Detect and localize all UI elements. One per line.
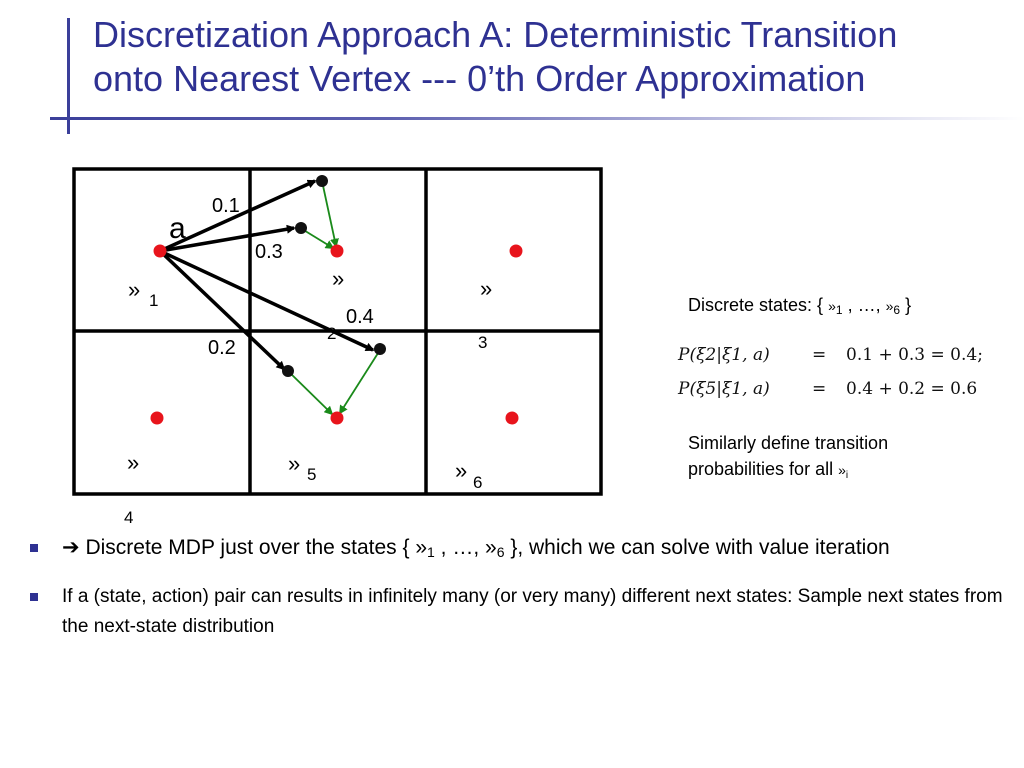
state-label-6-symbol: » — [455, 458, 468, 483]
grid — [74, 169, 601, 494]
bullet-subscript: 6 — [496, 544, 505, 560]
equation-lhs: P(ξ5|ξ1, a) — [678, 379, 770, 399]
bullet-list — [30, 532, 1020, 642]
discrete-states-symbol-first: » — [828, 298, 836, 314]
vertex-xi-5 — [331, 412, 344, 425]
equation-row — [678, 338, 1018, 372]
discrete-states-symbol-last: » — [885, 298, 894, 314]
state-label-4-symbol: » — [127, 450, 140, 475]
vertex-xi-6 — [506, 412, 519, 425]
equation-operator: = — [812, 345, 827, 365]
similarly-note — [688, 430, 888, 489]
state-label-6-index: 6 — [473, 473, 483, 492]
vertex-xi-3 — [510, 245, 523, 258]
vertex-xi-2 — [331, 245, 344, 258]
right-arrow-icon: ➔ — [62, 536, 80, 559]
transition-equations — [678, 338, 1018, 406]
bullet-text: }, which we can solve with value iteration — [504, 536, 890, 559]
bullet-subscript: 1 — [427, 544, 435, 560]
similarly-text: probabilities for all — [688, 459, 834, 479]
bullet-text: , …, » — [434, 536, 497, 559]
state-label-2-symbol: » — [332, 266, 345, 291]
discrete-states-text — [688, 292, 911, 323]
bullet-item — [30, 532, 1020, 568]
state-label-4-index: 4 — [124, 508, 134, 527]
similarly-subscript: i — [845, 470, 849, 481]
prob-label-0-4: 0.4 — [346, 306, 374, 328]
equation-rhs: 0.1 + 0.3 = 0.4; — [846, 345, 983, 365]
bullet-text: If a (state, action) pair can results in infinitely many (or very many) different next states: Sample next states from the next-state distribution — [62, 586, 1003, 637]
diagram-labels — [124, 195, 492, 527]
similarly-line-1: Similarly define transition — [688, 433, 889, 453]
discrete-states-label: Discrete states: { — [688, 295, 824, 315]
projection-arrow-3 — [340, 350, 380, 413]
state-label-3-index: 3 — [478, 333, 488, 352]
bullet-text: Discrete MDP just over the states { » — [79, 536, 428, 559]
discrete-states-index-first: 1 — [835, 303, 843, 317]
prob-label-0-3: 0.3 — [255, 241, 283, 263]
similarly-line-2 — [688, 456, 888, 489]
equation-rhs: 0.4 + 0.2 = 0.6 — [846, 379, 978, 399]
discrete-states-close: } — [905, 295, 912, 315]
vertex-xi-1 — [154, 245, 167, 258]
prob-label-0-2: 0.2 — [208, 337, 236, 359]
bullet-item — [30, 582, 1020, 642]
equation-row — [678, 372, 1018, 406]
discrete-states-separator: , …, — [847, 295, 881, 315]
prob-label-0-1: 0.1 — [212, 195, 240, 217]
sample-point-3 — [374, 343, 386, 355]
projection-arrows — [288, 181, 380, 414]
sample-point-1 — [316, 175, 328, 187]
state-label-5-index: 5 — [307, 465, 317, 484]
state-label-1-index: 1 — [149, 291, 159, 310]
state-label-5-symbol: » — [288, 451, 301, 476]
title-line-2: onto Nearest Vertex --- 0’th Order Approximation — [93, 58, 866, 99]
title-line-1: Discretization Approach A: Deterministic Transition — [93, 14, 898, 55]
projection-arrow-4 — [288, 371, 332, 414]
state-label-2-index: 2 — [327, 324, 337, 343]
vertex-xi-4 — [151, 412, 164, 425]
sample-point-2 — [295, 222, 307, 234]
action-label: a — [169, 212, 186, 245]
state-label-3-symbol: » — [480, 276, 493, 301]
projection-arrow-2 — [302, 229, 333, 248]
equation-operator: = — [812, 379, 827, 399]
state-label-1-symbol: » — [128, 277, 141, 302]
similarly-symbol: » — [838, 462, 846, 478]
projection-arrow-1 — [322, 181, 336, 246]
bullet-square-icon — [30, 544, 38, 552]
equation-lhs: P(ξ2|ξ1, a) — [678, 345, 770, 365]
discrete-states-index-last: 6 — [893, 303, 901, 317]
sample-point-4 — [282, 365, 294, 377]
bullet-square-icon — [30, 593, 38, 601]
